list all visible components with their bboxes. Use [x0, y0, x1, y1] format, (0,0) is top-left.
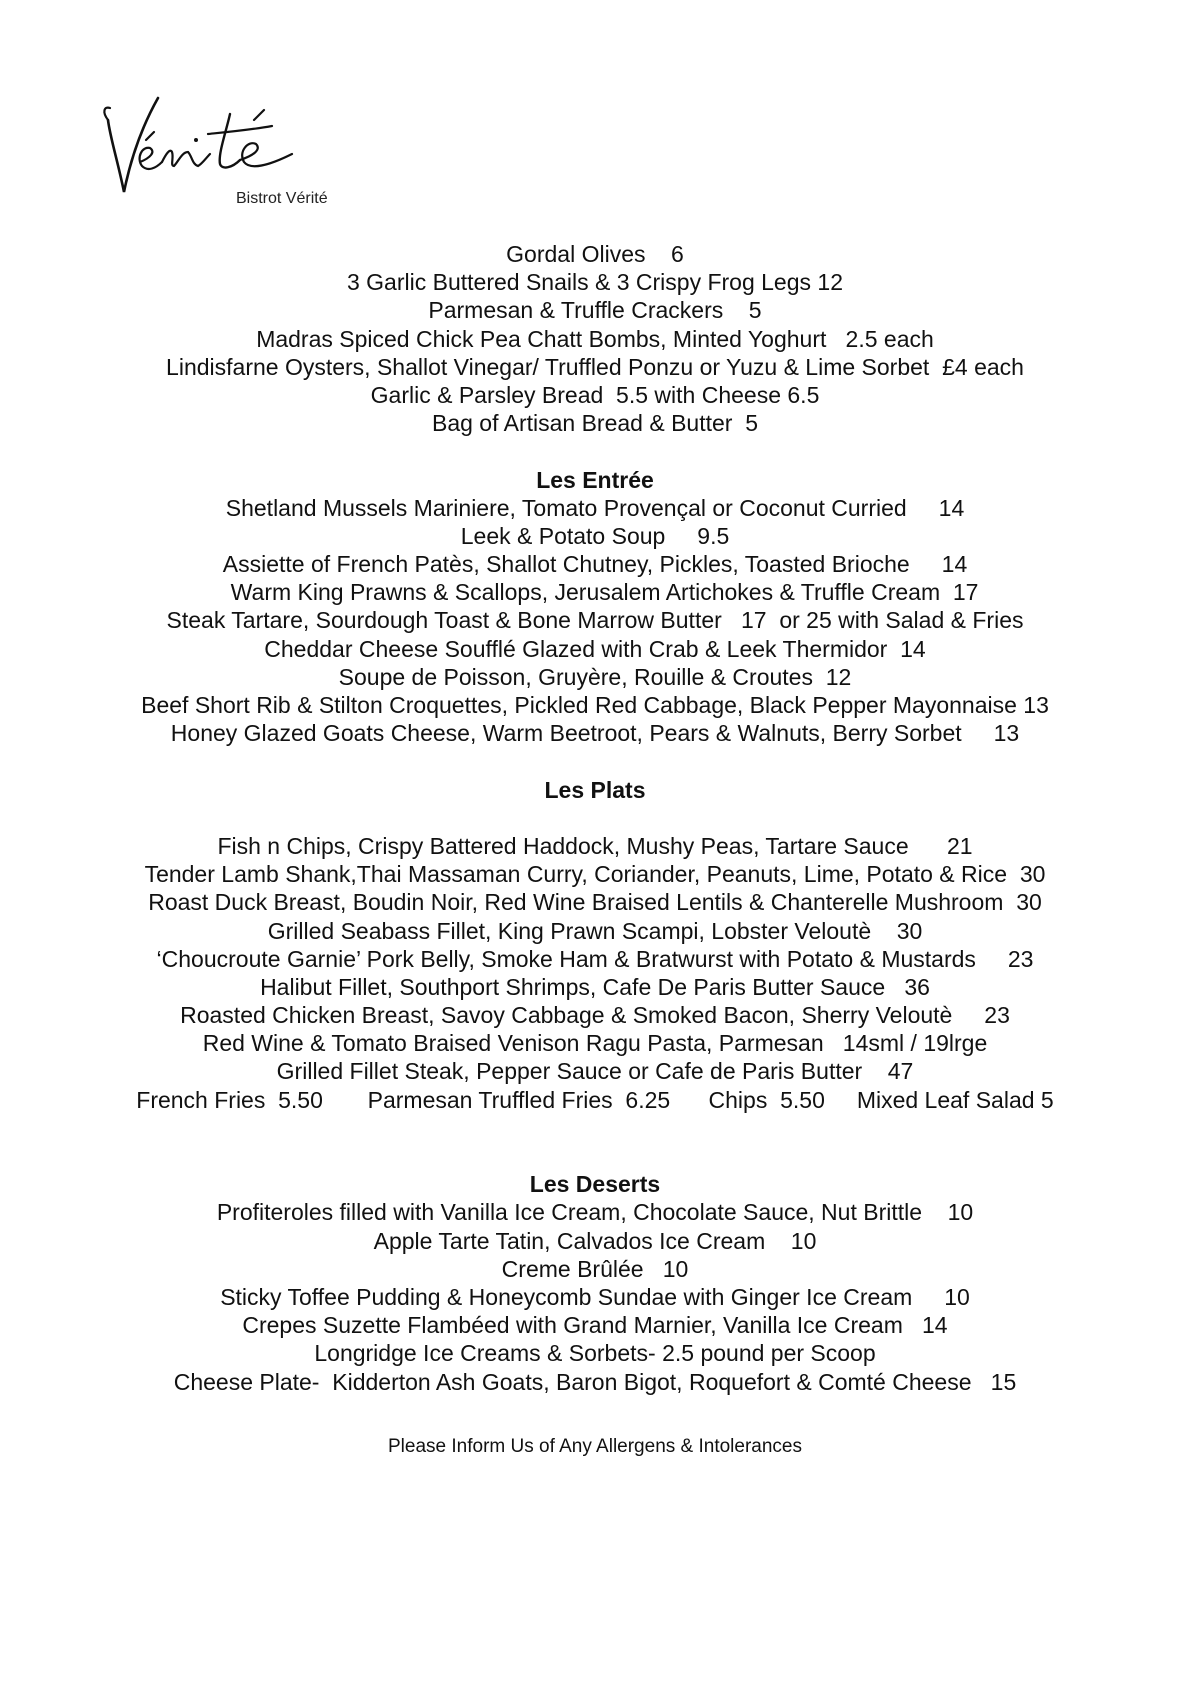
plats-section [0, 776, 1190, 1114]
menu-item: Steak Tartare, Sourdough Toast & Bone Marrow Butter 17 or 25 with Salad & Fries [166, 607, 1024, 634]
logo-subtitle: Bistrot Vérité [236, 190, 328, 207]
menu-item: 3 Garlic Buttered Snails & 3 Crispy Frog Legs 12 [346, 269, 843, 296]
spacer [0, 747, 1190, 775]
menu-item: Warm King Prawns & Scallops, Jerusalem Artichokes & Truffle Cream 17 [211, 579, 979, 606]
menu-item: Madras Spiced Chick Pea Chatt Bombs, Minted Yoghurt 2.5 each [256, 325, 934, 352]
menu-item: Halibut Fillet, Southport Shrimps, Cafe De Paris Butter Sauce 36 [260, 973, 930, 1000]
section-title-plats: Les Plats [544, 776, 646, 803]
logo [100, 92, 360, 212]
menu-item: Leek & Potato Soup 9.5 [460, 522, 730, 549]
menu-item: Longridge Ice Creams & Sorbets- 2.5 pound per Scoop [314, 1340, 876, 1367]
menu-item: Gordal Olives 6 [506, 241, 684, 267]
spacer [0, 1142, 1190, 1170]
menu-item: Garlic & Parsley Bread 5.5 with Cheese 6.5 [370, 381, 820, 408]
section-title-deserts: Les Deserts [529, 1171, 661, 1198]
verite-script-logo [100, 92, 320, 202]
menu-item: Profiteroles filled with Vanilla Ice Cream, Chocolate Sauce, Nut Brittle 10 [216, 1199, 974, 1226]
menu-item: Crepes Suzette Flambéed with Grand Marnier, Vanilla Ice Cream 14 [242, 1312, 948, 1339]
menu-item: Honey Glazed Goats Cheese, Warm Beetroot, Pears & Walnuts, Berry Sorbet 13 [170, 720, 1020, 747]
spacer [0, 437, 1190, 465]
menu-item: Apple Tarte Tatin, Calvados Ice Cream 10 [373, 1227, 817, 1254]
menu-item: Roasted Chicken Breast, Savoy Cabbage & Smoked Bacon, Sherry Veloutè 23 [180, 1002, 1010, 1029]
starters-section [0, 240, 1190, 437]
menu-body [0, 240, 1190, 1396]
menu-item: Bag of Artisan Bread & Butter 5 [431, 410, 759, 437]
menu-item: Beef Short Rib & Stilton Croquettes, Pickled Red Cabbage, Black Pepper Mayonnaise 13 [141, 692, 1049, 718]
menu-item: Tender Lamb Shank,Thai Massaman Curry, Coriander, Peanuts, Lime, Potato & Rice 30 [144, 861, 1046, 888]
spacer [0, 1114, 1190, 1142]
deserts-section [0, 1170, 1190, 1396]
menu-item: Lindisfarne Oysters, Shallot Vinegar/ Truffled Ponzu or Yuzu & Lime Sorbet £4 each [166, 353, 1024, 380]
menu-item: Assiette of French Patès, Shallot Chutney, Pickles, Toasted Brioche 14 [222, 551, 968, 578]
menu-item: Grilled Seabass Fillet, King Prawn Scampi, Lobster Veloutè 30 [267, 917, 923, 944]
menu-item: Red Wine & Tomato Braised Venison Ragu Pasta, Parmesan 14sml / 19lrge [202, 1030, 988, 1057]
menu-item: Cheese Plate- Kidderton Ash Goats, Baron Bigot, Roquefort & Comté Cheese 15 [173, 1368, 1017, 1395]
menu-item-sides: French Fries 5.50 Parmesan Truffled Fries 6.25 Chips 5.50 Mixed Leaf Salad 5 [136, 1086, 1054, 1113]
menu-item: Soupe de Poisson, Gruyère, Rouille & Croutes 12 [338, 663, 852, 690]
menu-item: Fish n Chips, Crispy Battered Haddock, Mushy Peas, Tartare Sauce 21 [217, 832, 973, 859]
menu-item: Grilled Fillet Steak, Pepper Sauce or Cafe de Paris Butter 47 [276, 1058, 914, 1085]
entree-section [0, 466, 1190, 748]
menu-item: Parmesan & Truffle Crackers 5 [428, 297, 762, 324]
spacer [0, 804, 1190, 832]
menu-item: Cheddar Cheese Soufflé Glazed with Crab & Leek Thermidor 14 [264, 635, 926, 662]
menu-item: Creme Brûlée 10 [501, 1255, 689, 1282]
menu-item: Roast Duck Breast, Boudin Noir, Red Wine Braised Lentils & Chanterelle Mushroom 30 [148, 889, 1042, 916]
menu-item: ‘Choucroute Garnie’ Pork Belly, Smoke Ham & Bratwurst with Potato & Mustards 23 [156, 945, 1034, 972]
section-title-entree: Les Entrée [536, 466, 654, 493]
menu-item: Shetland Mussels Mariniere, Tomato Provençal or Coconut Curried 14 [225, 494, 965, 521]
menu-item: Sticky Toffee Pudding & Honeycomb Sundae with Ginger Ice Cream 10 [220, 1283, 970, 1310]
allergen-note: Please Inform Us of Any Allergens & Intolerances [388, 1436, 802, 1457]
